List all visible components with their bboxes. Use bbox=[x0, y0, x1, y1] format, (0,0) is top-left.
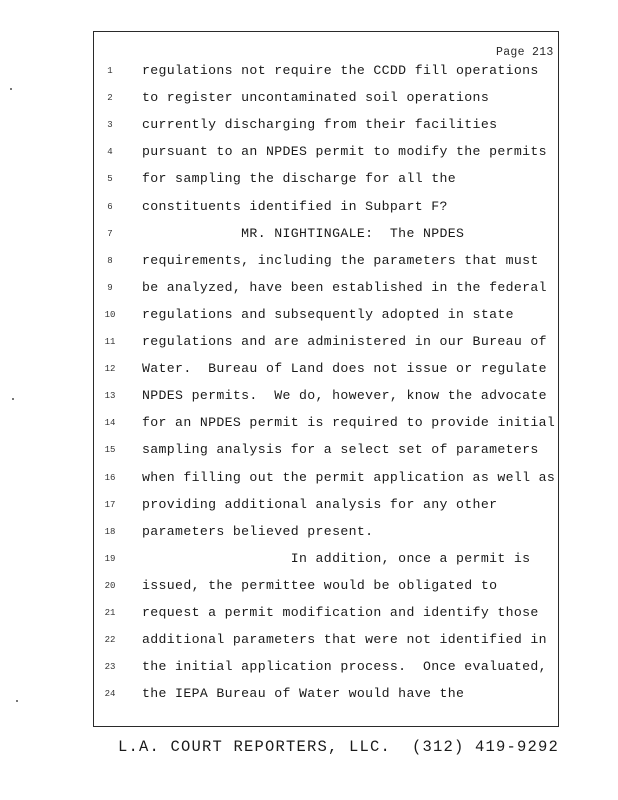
line-number: 20 bbox=[104, 580, 116, 591]
line-number: 24 bbox=[104, 689, 116, 700]
line-text: constituents identified in Subpart F? bbox=[142, 198, 448, 214]
line-text: providing additional analysis for any other bbox=[142, 496, 498, 512]
line-number: 12 bbox=[104, 364, 116, 375]
line-number: 13 bbox=[104, 391, 116, 402]
line-text: the IEPA Bureau of Water would have the bbox=[142, 686, 465, 702]
line-text: parameters believed present. bbox=[142, 523, 374, 539]
transcript-page-border bbox=[93, 31, 559, 727]
scan-speck bbox=[16, 700, 18, 702]
line-text: for sampling the discharge for all the bbox=[142, 171, 457, 187]
line-text: additional parameters that were not identified in bbox=[142, 632, 547, 648]
line-number: 3 bbox=[107, 120, 113, 131]
line-number: 22 bbox=[104, 635, 116, 646]
line-text: requirements, including the parameters that must bbox=[142, 252, 539, 268]
line-number: 15 bbox=[104, 445, 116, 456]
line-text: MR. NIGHTINGALE: The NPDES bbox=[142, 225, 465, 241]
line-number: 19 bbox=[104, 553, 116, 564]
line-number: 21 bbox=[104, 608, 116, 618]
line-text: currently discharging from their facilities bbox=[142, 117, 498, 133]
line-text: Water. Bureau of Land does not issue or regulate bbox=[142, 361, 547, 377]
line-text: NPDES permits. We do, however, know the advocate bbox=[142, 388, 547, 404]
line-number: 1 bbox=[107, 66, 113, 76]
line-text: when filling out the permit application as well as bbox=[142, 469, 556, 485]
line-text: issued, the permittee would be obligated to bbox=[142, 577, 498, 593]
line-number: 23 bbox=[104, 662, 116, 673]
line-text: sampling analysis for a select set of parameters bbox=[142, 442, 539, 458]
line-number: 17 bbox=[104, 499, 116, 510]
line-number: 10 bbox=[104, 309, 116, 320]
line-text: regulations and are administered in our Bureau of bbox=[142, 334, 547, 349]
line-number: 9 bbox=[107, 282, 113, 293]
line-number: 4 bbox=[107, 147, 113, 158]
line-number: 2 bbox=[107, 93, 113, 104]
line-text: request a permit modification and identify those bbox=[142, 605, 539, 620]
line-number: 14 bbox=[104, 418, 116, 429]
line-number: 6 bbox=[107, 201, 113, 212]
page-number: Page 213 bbox=[496, 46, 554, 59]
scan-speck bbox=[12, 398, 14, 400]
line-number: 11 bbox=[104, 337, 116, 347]
line-number: 5 bbox=[107, 174, 113, 185]
line-number: 16 bbox=[104, 472, 116, 483]
line-text: regulations not require the CCDD fill operations bbox=[142, 63, 539, 78]
line-text: regulations and subsequently adopted in state bbox=[142, 306, 514, 322]
line-text: In addition, once a permit is bbox=[142, 550, 531, 566]
line-text: to register uncontaminated soil operations bbox=[142, 90, 490, 106]
line-number: 7 bbox=[107, 228, 113, 239]
line-text: be analyzed, have been established in the federal bbox=[142, 279, 547, 295]
court-reporter-footer: L.A. COURT REPORTERS, LLC. (312) 419-9292 bbox=[118, 738, 560, 756]
line-text: pursuant to an NPDES permit to modify the permits bbox=[142, 144, 547, 160]
line-number: 18 bbox=[104, 526, 116, 537]
scan-speck bbox=[10, 88, 12, 90]
line-number: 8 bbox=[107, 255, 113, 266]
line-text: for an NPDES permit is required to provide initial bbox=[142, 415, 556, 431]
line-text: the initial application process. Once evaluated, bbox=[142, 659, 547, 675]
